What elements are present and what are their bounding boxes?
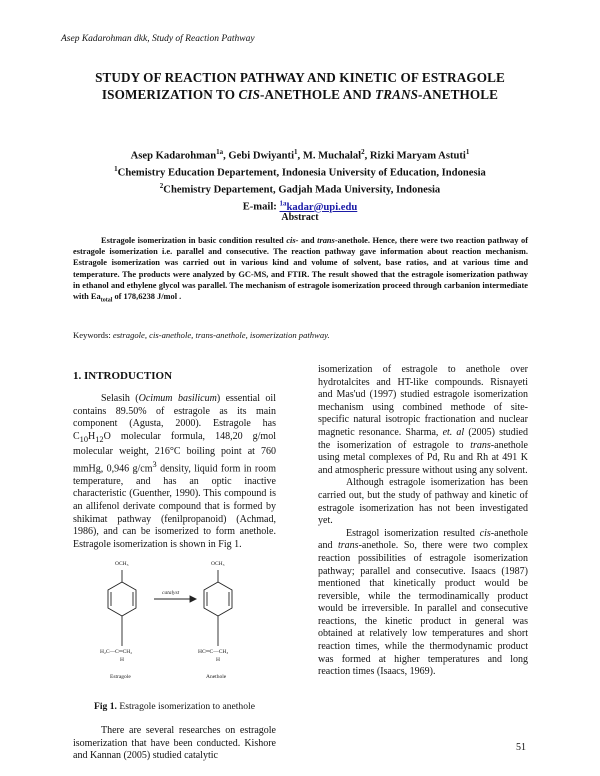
- affiliation-2: $^2$Chemistry Departement, Gadjah Mada University, Indonesia: [159, 182, 441, 196]
- estragole-h: H: [120, 657, 124, 663]
- estragole-chain: H₂C—C═CH₂: [100, 649, 133, 655]
- estragole-label: Estragole: [110, 674, 131, 680]
- intro-paragraph-2: There are several researches on estragole isomerization that have been conducted. Kishore and Kannan (2005) studied catalytic: [73, 725, 276, 762]
- och3-right-label: OCH₃: [211, 561, 225, 567]
- estragole-benzene-ring: [108, 582, 136, 616]
- right-column-text: [318, 364, 528, 679]
- abstract-heading: Abstract: [281, 212, 319, 223]
- email-line: E-mail: $^{1a}$kadar@upi.edu: [242, 199, 358, 213]
- right-paragraph-2: Although estragole isomerization has been carried out, but the study of pathway and kinetic of estragole isomerization has not been investigated yet.: [318, 477, 528, 527]
- right-paragraph-3: Estragol isomerization resulted cis-anethole and trans-anethole. So, there were two complex reaction possibilities of estragole isomerization pathway; parallel and consecutive. Isaacs (1987) mentioned that kinetically product would be reversible, while the termodinamically product would be irreversible. In parallel and consecutive reactions, the kinetic product in general was obtained at relatively low temperatures and short reaction times, while the thermodynamic product was formed at higher temperatures and long reaction times (Isaacs, 1969).: [318, 527, 528, 678]
- abstract-text: Estragole isomerization in basic condition resulted cis- and trans-anethole. Hence, there were two reaction pathway of estragole isomerization i.e. parallel and consecutive. The reaction pathway gave information about reaction mechanism. Estragole isomerization was carried out in various kind and volume of solvent, base ratios, and at various time and temperature. The products were analyzed by GC-MS, and FTIR. The result showed that the estragole isomerization pathway in ethanol and ethylene glycol was parallel. The mechanism of estragole isomerization proceed through carbanion intermediate with $Ea_{total}$ of 178,6238 J/mol .: [73, 236, 528, 304]
- title-line-2: ISOMERIZATION TO CIS-ANETHOLE AND TRANS-ANETHOLE: [101, 87, 499, 102]
- page-number: 51: [516, 742, 526, 753]
- och3-left-label: OCH₃: [115, 561, 129, 567]
- right-paragraph-1: isomerization of estragole to anethole over hydrotalcites and HT-like compounds. Risnayeti and Mas'ud (1997) studied estragole isomerization mechanism using combined methode of site-specific natural isotropic fractionation and nuclear magnetic resonance. Sharma, et. al (2005) studied the isomerization of estragole to trans-anethole using metal complexes of Pd, Ru and Rh at 491 K and atmospheric pressure without using any solvent.: [318, 364, 528, 476]
- anethole-label: Anethole: [206, 674, 227, 680]
- left-column-text-2: [73, 725, 276, 763]
- email-link[interactable]: $^{1a}$kadar@upi.edu: [279, 199, 358, 213]
- author-block: [60, 146, 540, 214]
- anethole-h: H: [216, 657, 220, 663]
- left-column-text: [73, 393, 276, 551]
- catalyst-label: catalyst: [162, 590, 180, 596]
- keywords: Keywords: estragole, cis-anethole, trans-anethole, isomerization pathway.: [73, 330, 330, 340]
- running-header: Asep Kadarohman dkk, Study of Reaction Pathway: [61, 34, 255, 44]
- intro-paragraph-1: Selasih (Ocimum basilicum) essential oil contains 89.50% of estragole as its main component (Agusta, 2000). Estragole has $C_{10}H_{12}O$ molecular formula, 148,20 g/mol molecular weight, 216°C boiling point at 760 mmHg, 0,946 $g/cm^3$ density, liquid form in room temperature, and has an optic inactive characteristic (Guenther, 1990). This compound is an allifenol derivate compound that is formed by shikimat pathway (fenilpropanoid) (Achmad, 1986), and can be isomerized to form anethole. Estragole isomerization is shown in Fig 1.: [73, 393, 276, 550]
- anethole-chain: HC═C—CH₃: [198, 649, 229, 655]
- author-names: Asep Kadarohman$^{1a}$, Gebi Dwiyanti$^1$, M. Muchalal$^2$, Rizki Maryam Astuti$^1$: [130, 148, 470, 162]
- anethole-benzene-ring: [204, 582, 232, 616]
- section-heading-introduction: 1. INTRODUCTION: [73, 370, 173, 382]
- affiliation-1: $^1$Chemistry Education Departement, Indonesia University of Education, Indonesia: [114, 165, 486, 179]
- figure-estragole-isomerization: [92, 552, 262, 690]
- title-line-1: STUDY OF REACTION PATHWAY AND KINETIC OF ESTRAGOLE: [95, 70, 505, 85]
- figure-caption: Fig 1. Estragole isomerization to anethole: [94, 701, 255, 712]
- paper-title: [60, 69, 540, 103]
